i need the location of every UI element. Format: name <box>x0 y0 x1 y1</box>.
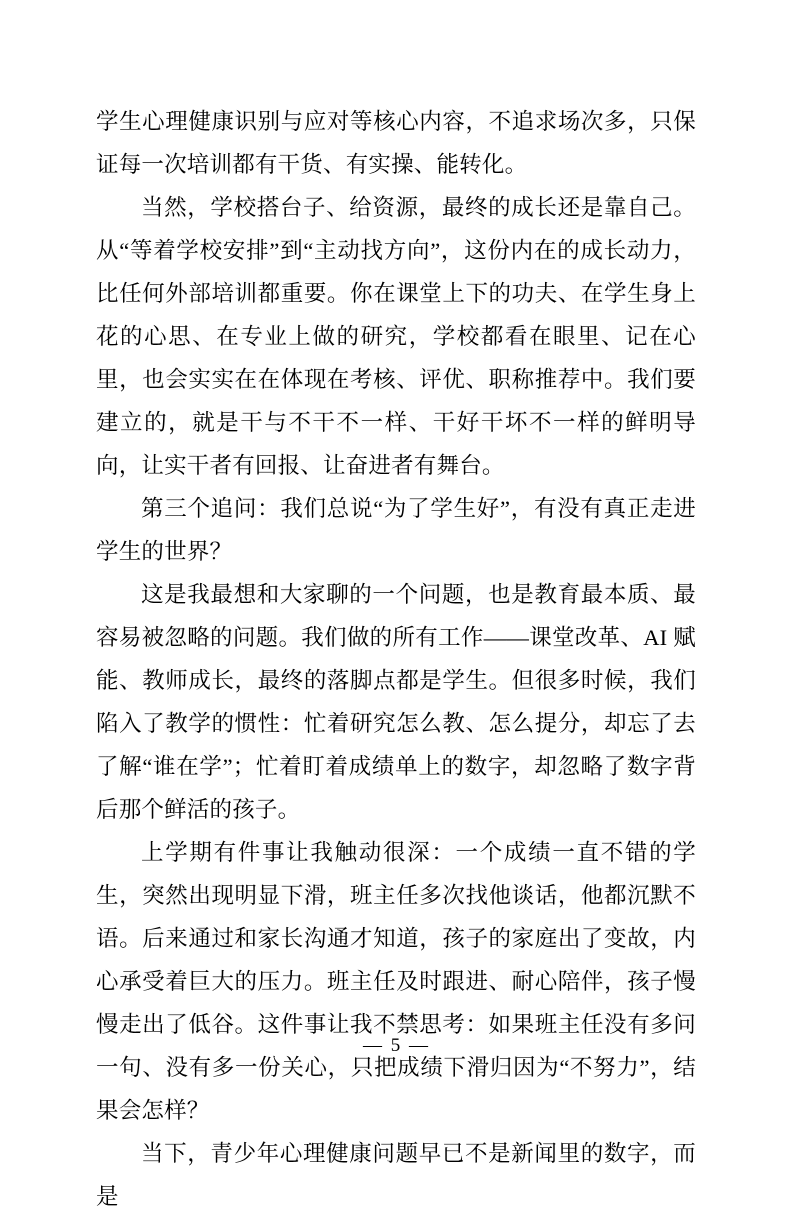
paragraph-1: 学生心理健康识别与应对等核心内容，不追求场次多，只保证每一次培训都有干货、有实操、能转化。 <box>96 109 696 177</box>
paragraph-2: 当然，学校搭台子、给资源，最终的成长还是靠自己。从“等着学校安排”到“主动找方向”，这份内在的成长动力，比任何外部培训都重要。你在课堂上下的功夫、在学生身上花的心思、在专业上做的研究，学校都看在眼里、记在心里，也会实实在在体现在考核、评优、职称推荐中。我们要建立的，就是干与不干不一样、干好干坏不一样的鲜明导向，让实干者有回报、让奋进者有舞台。 <box>96 195 696 478</box>
paragraph-4: 这是我最想和大家聊的一个问题，也是教育最本质、最容易被忽略的问题。我们做的所有工作——课堂改革、AI 赋能、教师成长，最终的落脚点都是学生。但很多时候，我们陷入了教学的惯性：忙着研究怎么教、怎么提分，却忘了去了解“谁在学”；忙着盯着成绩单上的数字，却忽略了数字背后那个鲜活的孩子。 <box>96 582 696 822</box>
paragraph-5: 上学期有件事让我触动很深：一个成绩一直不错的学生，突然出现明显下滑，班主任多次找他谈话，他都沉默不语。后来通过和家长沟通才知道，孩子的家庭出了变故，内心承受着巨大的压力。班主任及时跟进、耐心陪伴，孩子慢慢走出了低谷。这件事让我不禁思考：如果班主任没有多问一句、没有多一份关心，只把成绩下滑归因为“不努力”，结果会怎样？ <box>96 840 696 1123</box>
paragraph-3: 第三个追问：我们总说“为了学生好”，有没有真正走进学生的世界？ <box>96 496 696 564</box>
page-number: — 5 — <box>363 1035 430 1056</box>
paragraph-6: 当下，青少年心理健康问题早已不是新闻里的数字，而是 <box>96 1141 696 1209</box>
